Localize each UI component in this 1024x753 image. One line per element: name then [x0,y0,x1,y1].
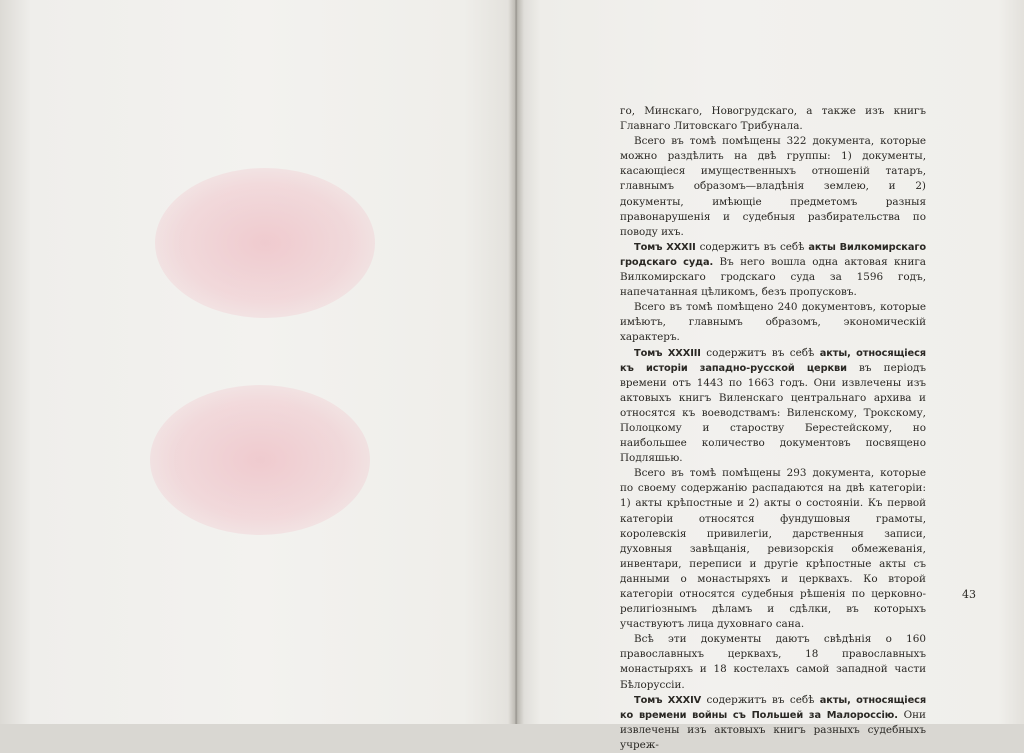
volume-heading: Томъ XXXIV [634,694,702,706]
pink-stain-bottom [150,385,370,535]
left-page [0,0,515,724]
volume-heading: Томъ XXXIII [634,347,701,359]
paragraph [620,466,926,632]
paragraph-tom-xxxii [620,240,926,300]
text-run: содержитъ въ себѣ [701,693,820,706]
text-run: го, Минскаго, Новогрудскаго, а также изъ книгъ Главнаго Литовскаго Трибунала. [620,105,926,133]
page-text [620,104,926,753]
paragraph-tom-xxxiii [620,346,926,467]
text-run: содержитъ въ себѣ [700,346,820,359]
text-run: Всѣ эти документы даютъ свѣдѣнія о 160 православныхъ церквахъ, 18 православныхъ монастыряхъ и 18 костелахъ самой западной части Бѣлоруссіи. [620,633,926,691]
volume-subject: акты Вилкомирскаго гродскаго суда. [620,241,927,268]
pink-stain-top [155,168,375,318]
paragraph [620,632,926,692]
text-run: въ періодъ времени отъ 1443 по 1663 годъ. Они извлечены изъ актовыхъ книгъ Виленскаго центральнаго архива и относятся къ воеводствамъ: Виленскому, Трокскому, Полоцкому и староству Берестейскому, но наибольшее количество документовъ посвящено Подляшью. [620,361,926,465]
book-gutter [508,0,524,724]
text-run: Въ него вошла одна актовая книга Вилкомирскаго гродскаго суда за 1596 годъ, напечатанная цѣликомъ, безъ пропусковъ. [620,255,927,299]
text-run: Всего въ томѣ помѣщены 293 документа, которые по своему содержанію распадаются на двѣ категоріи: 1) акты крѣпостные и 2) акты о состояніи. Къ первой категоріи относятся фундушовыя грамоты, королевскія привилегіи, дарственныя записи, духовныя завѣщанія, ревизорскія обмежеванія, инвентари, переписи и другіе крѣпостные акты съ данными о монастыряхъ и церквахъ. Ко второй категоріи относятся судебныя рѣшенія по церковно-религіознымъ дѣламъ и сдѣлки, въ которыхъ участвуютъ лица духовнаго сана. [620,467,926,631]
paragraph [620,104,926,134]
page-number: 43 [962,588,976,601]
volume-subject: акты, относящіеся ко времени войны съ Польшей за Малороссію. [620,694,927,721]
volume-heading: Томъ XXXII [634,241,696,253]
text-run: Всего въ томѣ помѣщены 322 документа, которые можно раздѣлить на двѣ группы: 1) документы, касающіеся имущественныхъ отношеній татаръ, главнымъ образомъ—владѣнія землею, и 2) документы, имѣющіе предметомъ разныя правонарушенія и судебныя разбирательства по поводу ихъ. [620,135,926,238]
paragraph [620,134,926,240]
text-run: Они извлечены изъ актовыхъ книгъ разныхъ судебныхъ учреж- [620,708,926,751]
text-run: содержитъ въ себѣ [695,240,809,253]
volume-subject: акты, относящіеся къ исторіи западно-русской церкви [620,347,926,374]
paragraph [620,300,926,345]
text-run: Всего въ томѣ помѣщено 240 документовъ, которые имѣютъ, главнымъ образомъ, экономическій характеръ. [620,301,926,344]
paragraph-tom-xxxiv [620,693,926,753]
